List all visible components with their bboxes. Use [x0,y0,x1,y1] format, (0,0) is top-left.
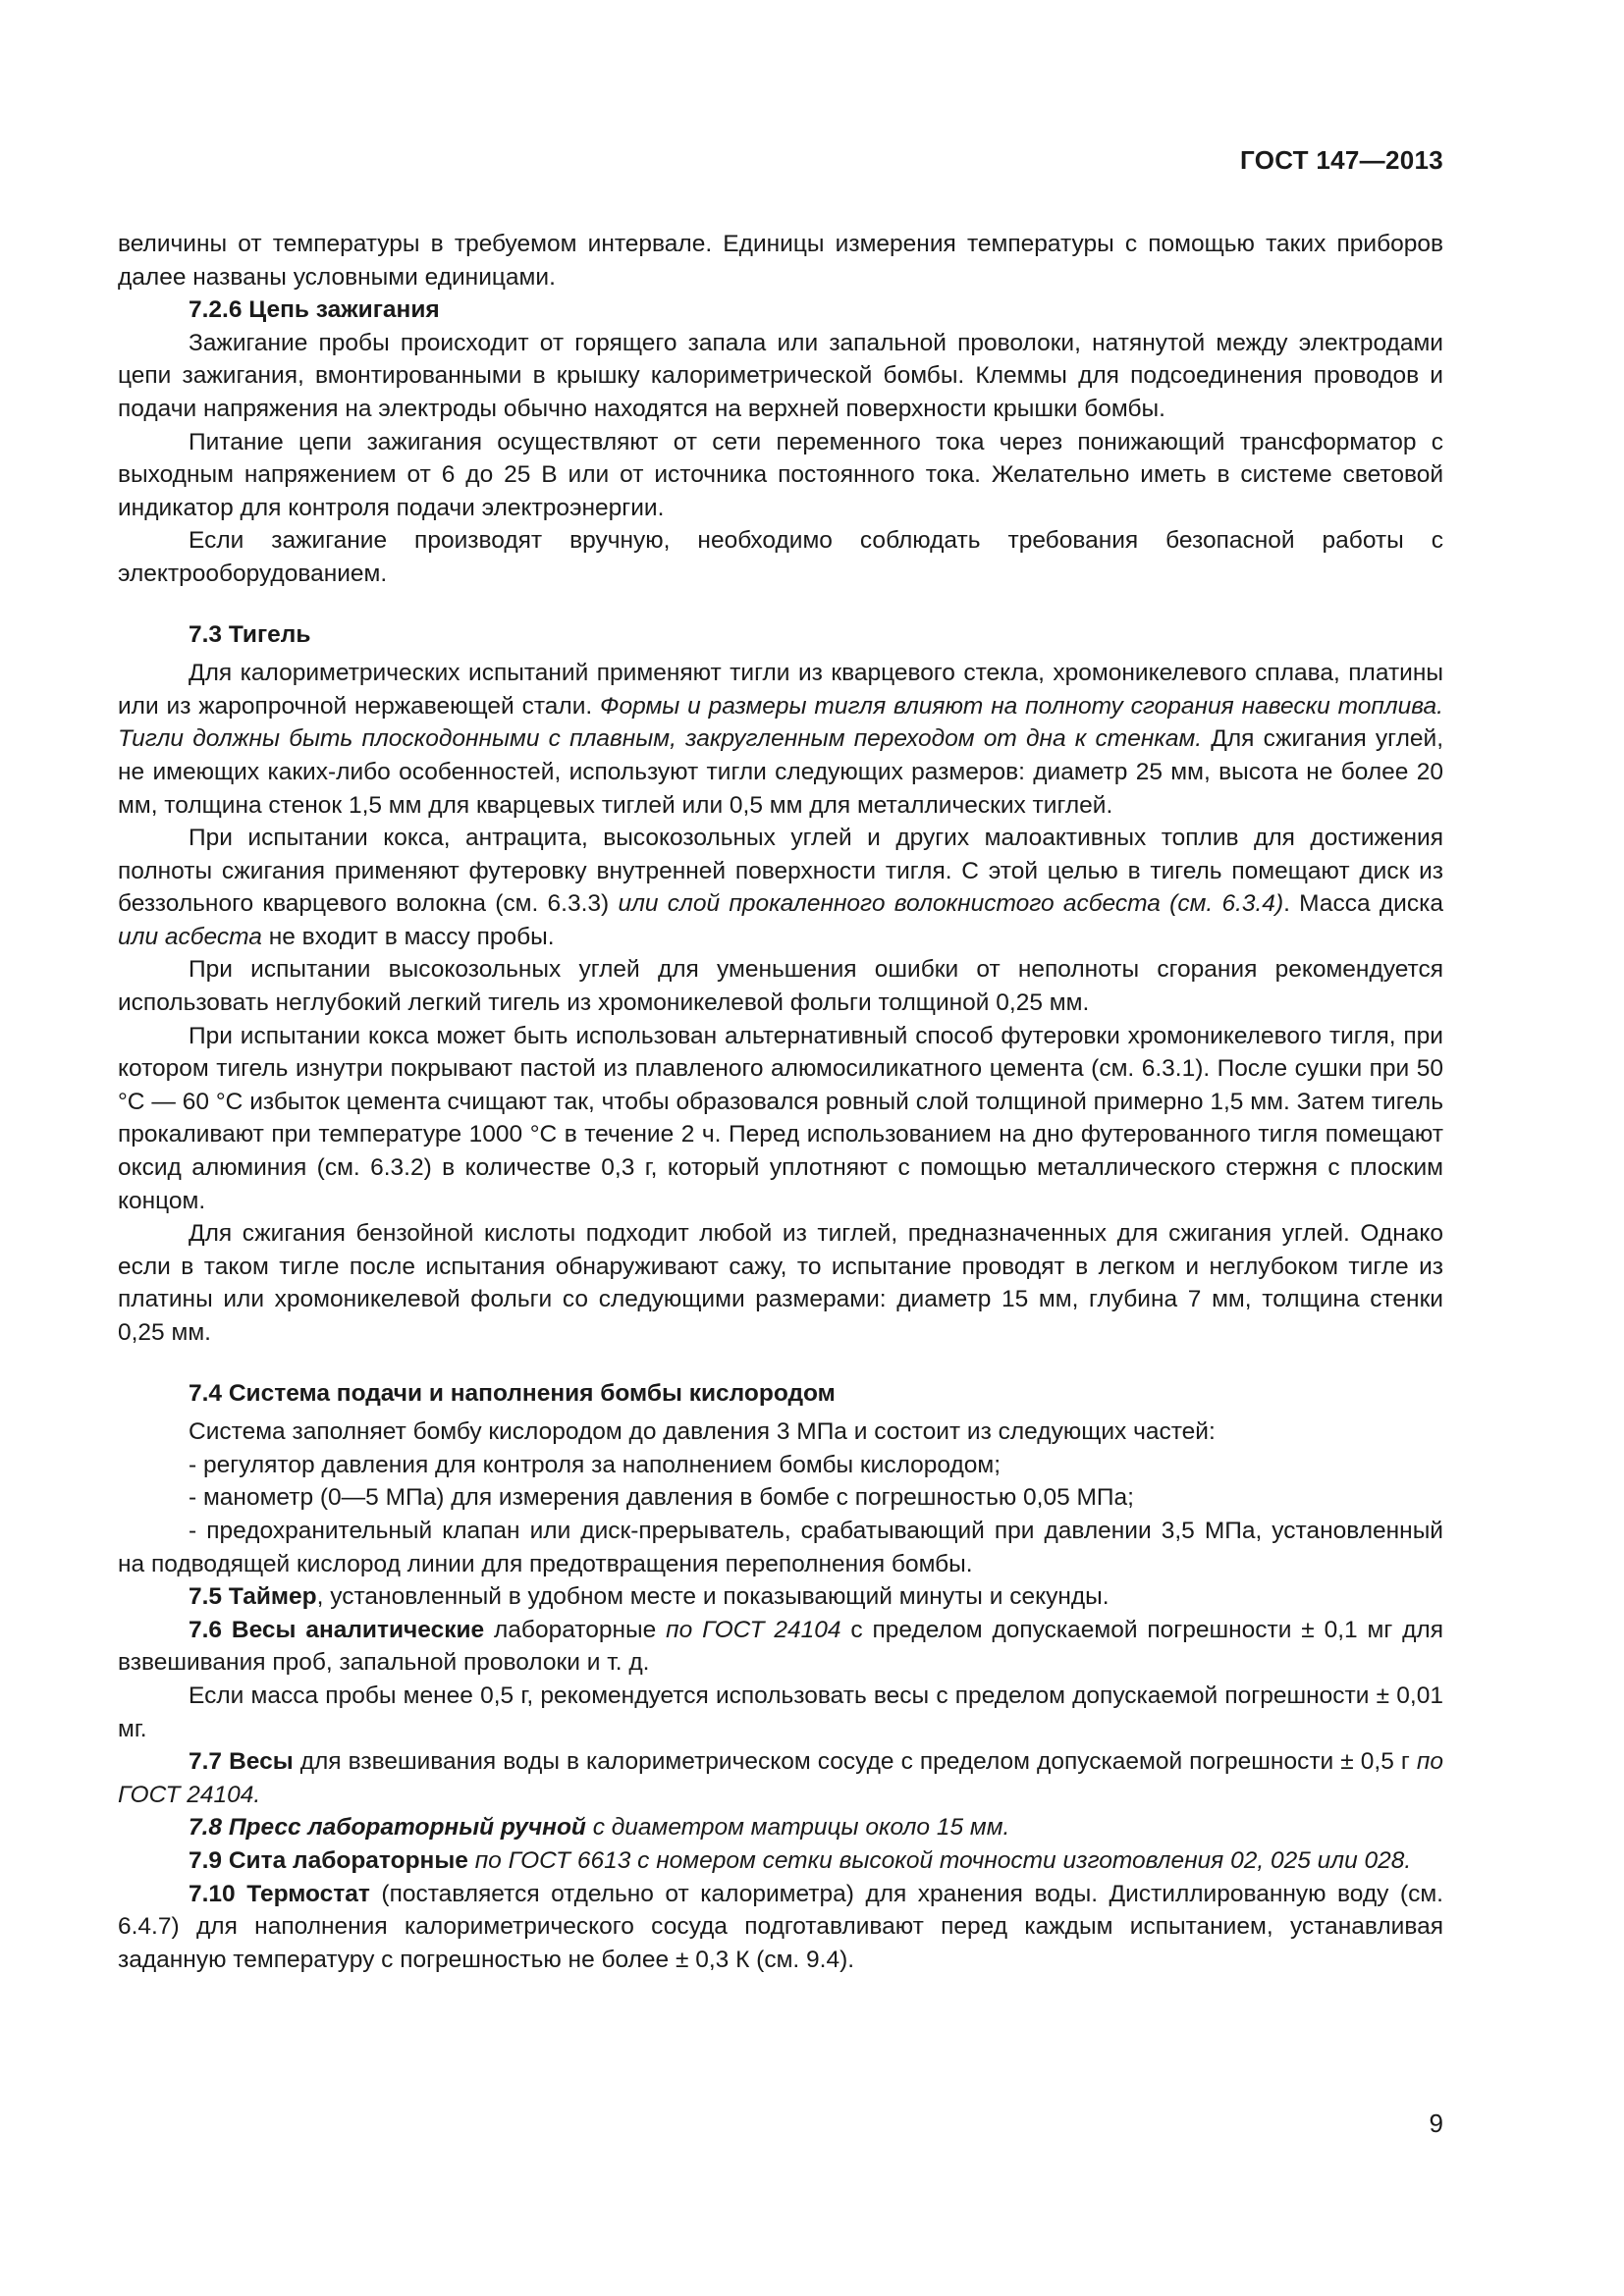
section-7-4-title: 7.4 Система подачи и наполнения бомбы кислородом [189,1379,836,1407]
section-7-5: 7.5 Таймер, установленный в удобном месте и показывающий минуты и секунды. [189,1583,1110,1611]
section-7-2-6-paragraph-2: Питание цепи зажигания осуществляют от сети переменного тока через понижающий трансформатор с выходным напряжением от 6 до 25 В или от источника постоянного тока. Желательно иметь в системе световой индикатор для контроля подачи электроэнергии. [118,428,1443,521]
paragraph-continuation: величины от температуры в требуемом интервале. Единицы измерения температуры с помощью таких приборов далее названы условными единицами. [118,231,1443,291]
section-7-7: 7.7 Весы для взвешивания воды в калориметрическом сосуде с пределом допускаемой погрешности ± 0,5 г по ГОСТ 24104. [118,1748,1443,1808]
section-7-3-paragraph-4: При испытании кокса может быть использован альтернативный способ футеровки хромоникелевого тигля, при котором тигель изнутри покрывают пастой из плавленого алюмосиликатного цемента (см. 6.3.1). После сушки при 50 °С — 60 °С избыток цемента счищают так, чтобы образовался ровный слой толщиной примерно 1,5 мм. Затем тигель прокаливают при температуре 1000 °С в течение 2 ч. Перед использованием на дно футерованного тигля помещают оксид алюминия (см. 6.3.2) в количестве 0,3 г, который уплотняют с помощью металлического стержня с плоским концом. [118,1022,1443,1214]
document-body [118,228,1443,1976]
section-7-4-list-item-3: - предохранительный клапан или диск-прерыватель, срабатывающий при давлении 3,5 МПа, установленный на подводящей кислород линии для предотвращения переполнения бомбы. [118,1517,1443,1577]
section-7-2-6-paragraph-3: Если зажигание производят вручную, необходимо соблюдать требования безопасной работы с электрооборудованием. [118,527,1443,587]
section-7-2-6-title: 7.2.6 Цепь зажигания [189,296,440,324]
section-7-3-paragraph-3: При испытании высокозольных углей для уменьшения ошибки от неполноты сгорания рекомендуется использовать неглубокий легкий тигель из хромоникелевой фольги толщиной 0,25 мм. [118,956,1443,1017]
section-7-4-paragraph-1: Система заполняет бомбу кислородом до давления 3 МПа и состоит из следующих частей: [189,1418,1216,1446]
section-7-6-paragraph-2: Если масса пробы менее 0,5 г, рекомендуется использовать весы с пределом допускаемой погрешности ± 0,01 мг. [118,1682,1443,1742]
page-number: 9 [1429,2109,1443,2138]
section-7-3-title: 7.3 Тигель [189,620,311,648]
section-7-3-paragraph-5: Для сжигания бензойной кислоты подходит любой из тиглей, предназначенных для сжигания углей. Однако если в таком тигле после испытания обнаруживают сажу, то испытание проводят в легком и неглубоком тигле из платины или хромоникелевой фольги со следующими размерами: диаметр 15 мм, глубина 7 мм, толщина стенки 0,25 мм. [118,1220,1443,1346]
section-7-4-list-item-1: - регулятор давления для контроля за наполнением бомбы кислородом; [189,1451,1001,1478]
section-7-6: 7.6 Весы аналитические лабораторные по ГОСТ 24104 с пределом допускаемой погрешности ± 0,1 мг для взвешивания проб, запальной проволоки и т. д. [118,1616,1443,1677]
section-7-9: 7.9 Сита лабораторные по ГОСТ 6613 с номером сетки высокой точности изготовления 02, 025 или 028. [189,1846,1412,1874]
section-7-4-list-item-2: - манометр (0—5 МПа) для измерения давления в бомбе с погрешностью 0,05 МПа; [189,1484,1134,1512]
section-7-8: 7.8 Пресс лабораторный ручной с диаметром матрицы около 15 мм. [189,1814,1010,1842]
section-7-2-6-paragraph-1: Зажигание пробы происходит от горящего запала или запальной проволоки, натянутой между электродами цепи зажигания, вмонтированными в крышку калориметрической бомбы. Клеммы для подсоединения проводов и подачи напряжения на электроды обычно находятся на верхней поверхности крышки бомбы. [118,329,1443,422]
document-code-header: ГОСТ 147—2013 [1240,145,1443,175]
section-7-10: 7.10 Термостат (поставляется отдельно от калориметра) для хранения воды. Дистиллированную воду (см. 6.4.7) для наполнения калориметрического сосуда подготавливают перед каждым испытанием, устанавливая заданную температуру с погрешностью не более ± 0,3 К (см. 9.4). [118,1880,1443,1973]
section-7-3-paragraph-1: Для калориметрических испытаний применяют тигли из кварцевого стекла, хромоникелевого сплава, платины или из жаропрочной нержавеющей стали. Формы и размеры тигля влияют на полноту сгорания навески топлива. Тигли должны быть плоскодонными с плавным, закругленным переходом от дна к стенкам. Для сжигания углей, не имеющих каких-либо особенностей, используют тигли следующих размеров: диаметр 25 мм, высота не более 20 мм, толщина стенок 1,5 мм для кварцевых тиглей или 0,5 мм для металлических тиглей. [118,660,1443,819]
section-7-3-paragraph-2: При испытании кокса, антрацита, высокозольных углей и других малоактивных топлив для достижения полноты сжигания применяют футеровку внутренней поверхности тигля. С этой целью в тигель помещают диск из беззольного кварцевого волокна (см. 6.3.3) или слой прокаленного волокнистого асбеста (см. 6.3.4). Масса диска или асбеста не входит в массу пробы. [118,825,1443,950]
